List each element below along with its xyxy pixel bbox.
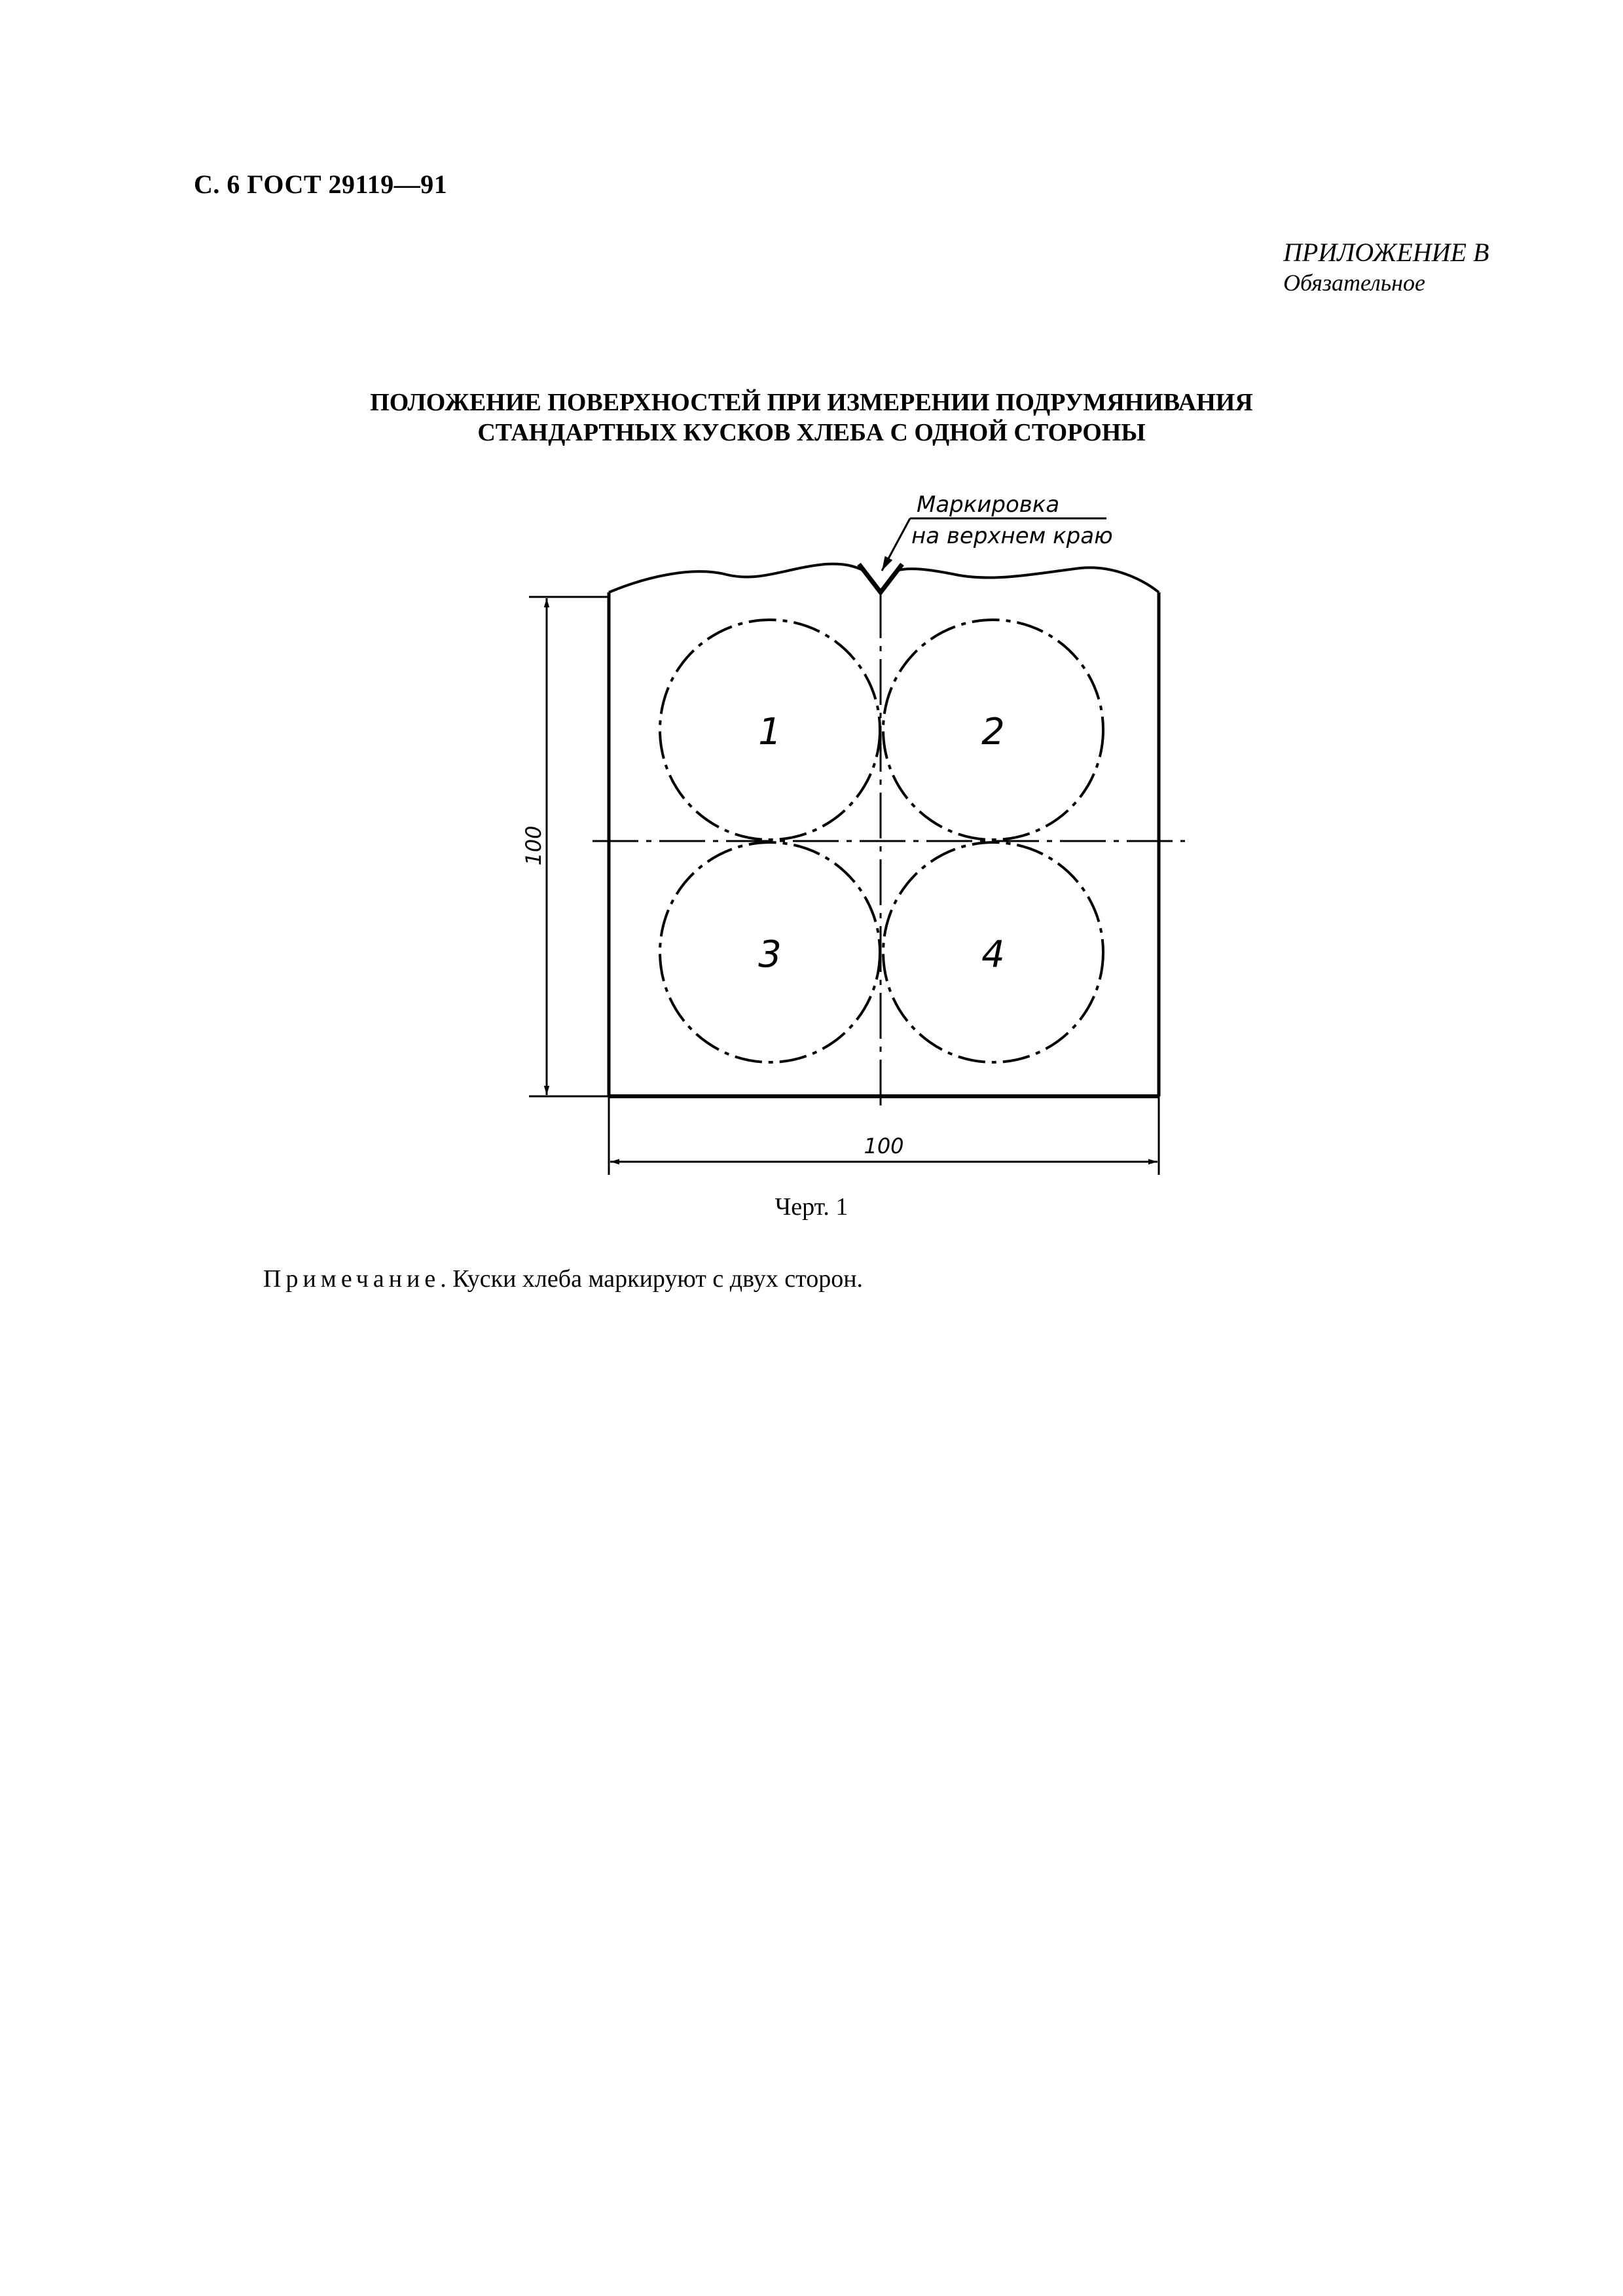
bread-slice-outline: [609, 564, 1159, 1096]
annex-status: Обязательное: [1283, 269, 1425, 296]
circle-label-4: 4: [981, 933, 1005, 976]
height-dimension-value: 100: [521, 825, 546, 866]
width-dimension-value: 100: [864, 1134, 904, 1158]
marking-label-line-2: на верхнем краю: [911, 523, 1113, 549]
marking-label-line-1: Маркировка: [917, 492, 1060, 518]
annex-title: ПРИЛОЖЕНИЕ В: [1283, 238, 1489, 267]
note-text: . Куски хлеба маркируют с двух сторон.: [440, 1265, 864, 1293]
marking-notch: [859, 564, 902, 592]
title-line-1: ПОЛОЖЕНИЕ ПОВЕРХНОСТЕЙ ПРИ ИЗМЕРЕНИИ ПОДРУМЯНИВАНИЯ: [370, 389, 1253, 416]
page-header: С. 6 ГОСТ 29119—91: [194, 170, 448, 199]
figure-caption: Черт. 1: [775, 1193, 848, 1221]
circle-label-1: 1: [758, 711, 782, 753]
circle-label-3: 3: [758, 933, 782, 976]
note-lead: Примечание: [263, 1265, 441, 1293]
center-lines: [593, 592, 1185, 1113]
title-line-2: СТАНДАРТНЫХ КУСКОВ ХЛЕБА С ОДНОЙ СТОРОНЫ: [477, 419, 1146, 447]
leader-arrow: [882, 518, 910, 571]
circle-label-2: 2: [981, 711, 1005, 753]
note: [263, 1265, 863, 1293]
